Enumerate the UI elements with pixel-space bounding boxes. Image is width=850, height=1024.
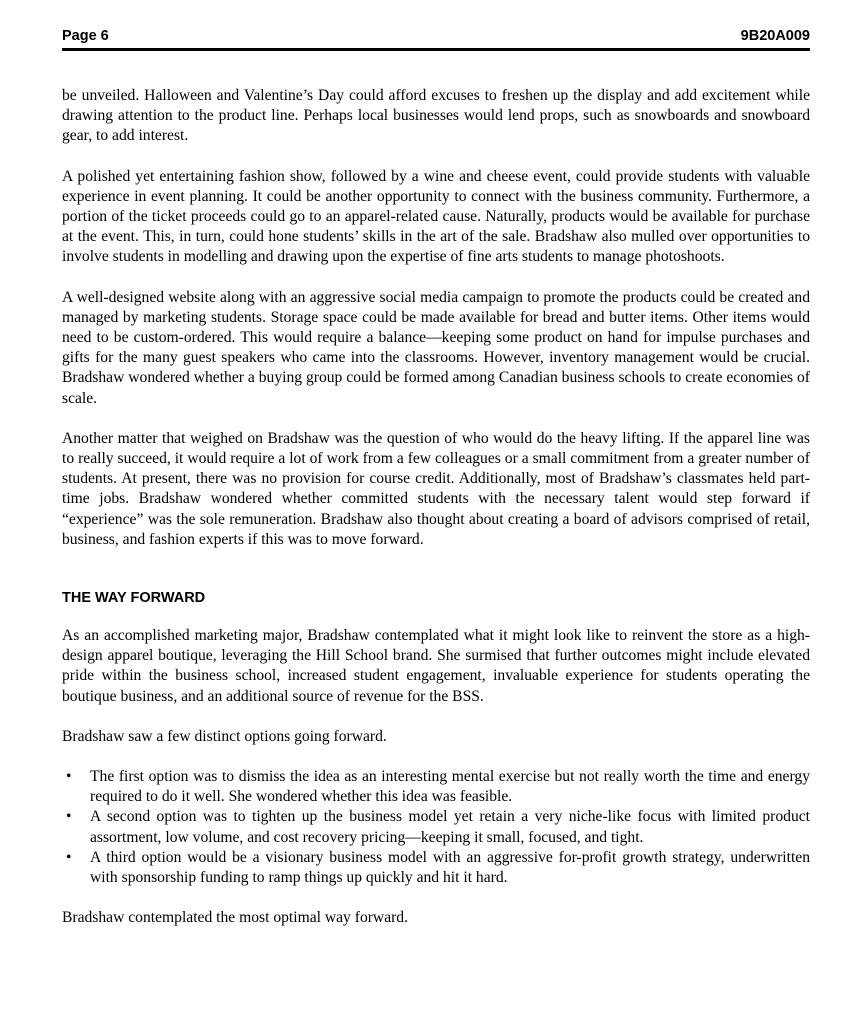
paragraph: A polished yet entertaining fashion show, followed by a wine and cheese event, could provide students with valuable experience in event planning. It could be another opportunity to connect with the business community. Furthermore, a portion of the ticket proceeds could go to an apparel-related cause. Naturally, products would be available for purchase at the event. This, in turn, could hone students’ skills in the art of the sale. Bradshaw also mulled over opportunities to involve students in modelling and drawing upon the expertise of fine arts students to manage photoshoots. — [62, 167, 810, 266]
bullet-icon: • — [66, 768, 72, 786]
paragraph: Another matter that weighed on Bradshaw was the question of who would do the heavy lifting. If the apparel line was to really succeed, it would require a lot of work from a few colleagues or a small commitment from a greater number of students. At present, there was no provision for course credit. Additionally, most of Bradshaw’s classmates held part-time jobs. Bradshaw wondered whether committed students with the necessary talent would step forward if “experience” was the sole remuneration. Bradshaw also thought about creating a board of advisors comprised of retail, business, and fashion experts if this was to move forward. — [62, 429, 810, 548]
list-item-text: The first option was to dismiss the idea as an interesting mental exercise but not really worth the time and energy required to do it well. She wondered whether this idea was feasible. — [90, 768, 810, 806]
list-item — [62, 848, 810, 888]
paragraph: be unveiled. Halloween and Valentine’s Day could afford excuses to freshen up the display and add excitement while drawing attention to the product line. Perhaps local businesses would lend props, such as snowboards and snowboard gear, to add interest. — [62, 87, 810, 145]
list-item-text: A second option was to tighten up the business model yet retain a very niche-like focus with limited product assortment, low volume, and cost recovery pricing—keeping it small, focused, and tight. — [90, 808, 810, 846]
paragraph: A well-designed website along with an aggressive social media campaign to promote the products could be created and managed by marketing students. Storage space could be made available for bread and butter items. Other items would need to be custom-ordered. This would require a balance—keeping some product on hand for impulse purchases and gifts for the many guest speakers who came into the classrooms. However, inventory management would be crucial. Bradshaw wondered whether a buying group could be formed among Canadian business schools to create economies of scale. — [62, 288, 810, 407]
list-item — [62, 807, 810, 847]
paragraph: Bradshaw saw a few distinct options going forward. — [62, 727, 387, 745]
document-id: 9B20A009 — [740, 28, 810, 44]
options-list — [62, 767, 810, 888]
bullet-icon: • — [66, 848, 72, 866]
paragraph: As an accomplished marketing major, Bradshaw contemplated what it might look like to reinvent the store as a high-design apparel boutique, leveraging the Hill School brand. She surmised that further outcomes might include elevated pride within the business school, increased student engagement, invaluable experience for students operating the boutique business, and an additional source of revenue for the BSS. — [62, 627, 810, 705]
list-item-text: A third option would be a visionary business model with an aggressive for-profit growth strategy, underwritten with sponsorship funding to ramp things up quickly and hit it hard. — [90, 848, 810, 887]
page-number: Page 6 — [62, 28, 109, 44]
list-item — [62, 767, 810, 807]
section-heading: THE WAY FORWARD — [62, 590, 206, 607]
closing-paragraph: Bradshaw contemplated the most optimal way forward. — [62, 909, 409, 927]
page-header — [62, 28, 810, 51]
bullet-icon: • — [66, 808, 72, 826]
document-body — [62, 86, 810, 949]
